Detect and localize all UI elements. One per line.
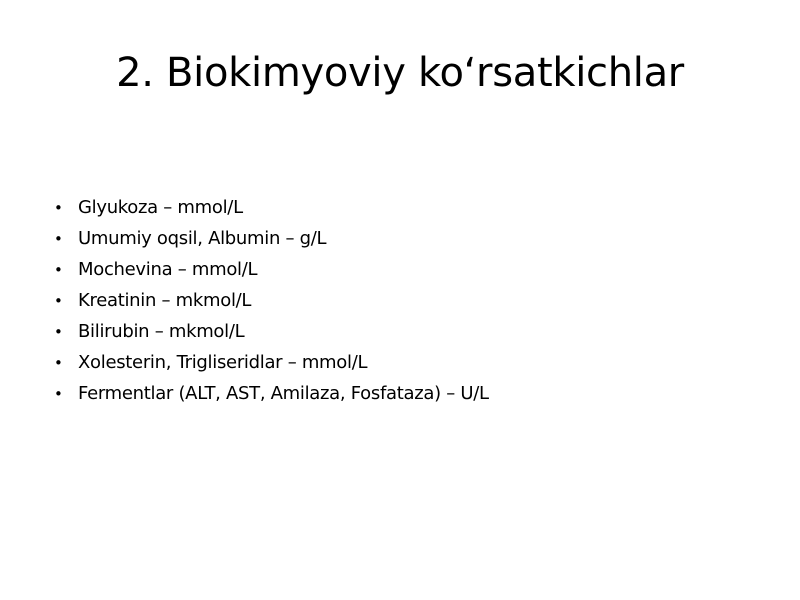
bullet-text: Bilirubin – mkmol/L bbox=[78, 321, 245, 342]
bullet-icon: • bbox=[54, 385, 63, 403]
bullet-list bbox=[54, 192, 489, 409]
bullet-item bbox=[54, 223, 489, 254]
bullet-text: Glyukoza – mmol/L bbox=[78, 197, 243, 218]
bullet-icon: • bbox=[54, 261, 63, 279]
bullet-icon: • bbox=[54, 354, 63, 372]
bullet-item bbox=[54, 254, 489, 285]
bullet-text: Mochevina – mmol/L bbox=[78, 259, 258, 280]
bullet-text: Xolesterin, Trigliseridlar – mmol/L bbox=[78, 352, 368, 373]
slide-title: 2. Biokimyoviy ko‘rsatkichlar bbox=[116, 50, 684, 96]
bullet-item bbox=[54, 192, 489, 223]
bullet-item bbox=[54, 316, 489, 347]
bullet-text: Fermentlar (ALT, AST, Amilaza, Fosfataza) – U/L bbox=[78, 383, 489, 404]
bullet-icon: • bbox=[54, 323, 63, 341]
bullet-item bbox=[54, 347, 489, 378]
bullet-item bbox=[54, 285, 489, 316]
bullet-text: Kreatinin – mkmol/L bbox=[78, 290, 252, 311]
bullet-icon: • bbox=[54, 292, 63, 310]
bullet-icon: • bbox=[54, 230, 63, 248]
bullet-text: Umumiy oqsil, Albumin – g/L bbox=[78, 228, 327, 249]
bullet-item bbox=[54, 378, 489, 409]
bullet-icon: • bbox=[54, 199, 63, 217]
